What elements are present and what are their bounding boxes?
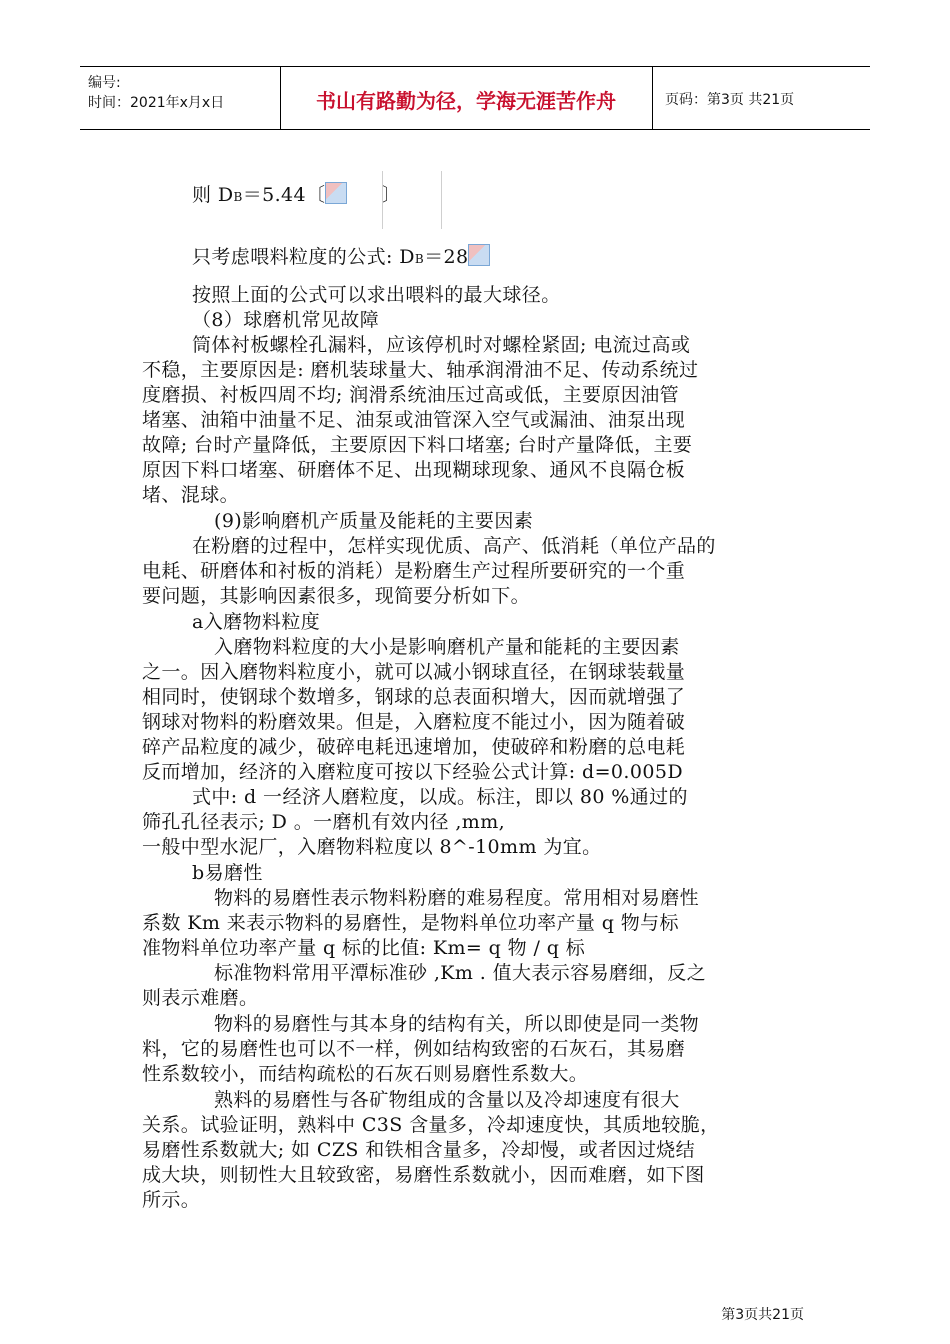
text-line: 则表示难磨。 bbox=[142, 987, 259, 1009]
text-line: 电耗、研磨体和衬板的消耗）是粉磨生产过程所要研究的一个重 bbox=[142, 560, 686, 582]
text-line: 度磨损、衬板四周不均; 润滑系统油压过高或低，主要原因油管 bbox=[142, 384, 680, 406]
document-number-label: 编号: bbox=[88, 75, 121, 91]
section-heading: (9)影响磨机产质量及能耗的主要因素 bbox=[214, 510, 534, 532]
formula-db-line: 则 DB＝5.44〔 〕 bbox=[192, 180, 401, 207]
text-line: 式中: d 一经济人磨粒度，以成。标注，即以 80 %通过的 bbox=[192, 786, 688, 808]
formula-feed-size-line: 只考虑喂料粒度的公式: DB＝28 bbox=[192, 242, 490, 269]
page-footer: 第3页共21页 bbox=[721, 1307, 804, 1323]
text-line: 准物料单位功率产量 q 标的比值: Km= q 物 / q 标 bbox=[142, 937, 586, 959]
formula-frame bbox=[382, 171, 442, 229]
text-line: 按照上面的公式可以求出喂料的最大球径。 bbox=[192, 284, 561, 306]
text-line: 不稳，主要原因是: 磨机装球量大、轴承润滑油不足、传动系统过 bbox=[142, 359, 699, 381]
text-line: 在粉磨的过程中，怎样实现优质、高产、低消耗（单位产品的 bbox=[192, 535, 716, 557]
text-line: 入磨物料粒度的大小是影响磨机产量和能耗的主要因素 bbox=[214, 636, 680, 658]
document-date: 时间：2021年x月x日 bbox=[88, 95, 225, 111]
section-heading: （8）球磨机常见故障 bbox=[192, 309, 380, 331]
header-left-block bbox=[88, 73, 224, 113]
text-line: 堵塞、油箱中油量不足、油泵或油管深入空气或漏油、油泵出现 bbox=[142, 409, 686, 431]
text-line: 性系数较小，而结构疏松的石灰石则易磨性系数大。 bbox=[142, 1063, 589, 1085]
subsection-heading: a入磨物料粒度 bbox=[192, 611, 321, 633]
text-line: 标准物料常用平潭标准砂 ,Km . 值大表示容易磨细，反之 bbox=[214, 962, 707, 984]
text-line: 熟料的易磨性与各矿物组成的含量以及冷却速度有很大 bbox=[214, 1089, 680, 1111]
header-divider bbox=[652, 67, 653, 129]
text-line: 反而增加，经济的入磨粒度可按以下经验公式计算: d=0.005D bbox=[142, 761, 683, 783]
header-page-info: 页码：第3页 共21页 bbox=[665, 92, 795, 108]
text-line: 相同时，使钢球个数增多，钢球的总表面积增大，因而就增强了 bbox=[142, 686, 686, 708]
text-line: 成大块，则韧性大且较致密，易磨性系数就小，因而难磨，如下图 bbox=[142, 1164, 705, 1186]
text-line: 钢球对物料的粉磨效果。但是，入磨粒度不能过小，因为随着破 bbox=[142, 711, 686, 733]
header-motto: 书山有路勤为径，学海无涯苦作舟 bbox=[316, 89, 616, 113]
text-line: 筒体衬板螺栓孔漏料，应该停机时对螺栓紧固; 电流过高或 bbox=[192, 334, 691, 356]
text-line: 碎产品粒度的减少，破碎电耗迅速增加，使破碎和粉磨的总电耗 bbox=[142, 736, 686, 758]
text-line: 系数 Km 来表示物料的易磨性，是物料单位功率产量 q 物与标 bbox=[142, 912, 679, 934]
text-line: 所示。 bbox=[142, 1189, 201, 1211]
text-line: 故障; 台时产量降低，主要原因下料口堵塞; 台时产量降低，主要 bbox=[142, 434, 693, 456]
text-line: 筛孔孔径表示; D 。一磨机有效内径 ,mm, bbox=[142, 811, 506, 833]
text-line: 关系。试验证明，熟料中 C3S 含量多，冷却速度快，其质地较脆， bbox=[142, 1114, 720, 1136]
text-line: 要问题，其影响因素很多，现简要分析如下。 bbox=[142, 585, 531, 607]
text-line: 堵、混球。 bbox=[142, 484, 240, 506]
text-line: 原因下料口堵塞、研磨体不足、出现糊球现象、通风不良隔仓板 bbox=[142, 459, 686, 481]
text-line: 物料的易磨性与其本身的结构有关，所以即使是同一类物 bbox=[214, 1013, 700, 1035]
formula-image-icon bbox=[468, 244, 490, 266]
text-line: 一般中型水泥厂，入磨物料粒度以 8^-10mm 为宜。 bbox=[142, 836, 602, 858]
page-header bbox=[80, 66, 870, 130]
text-line: 易磨性系数就大; 如 CZS 和铁相含量多，冷却慢，或者因过烧结 bbox=[142, 1139, 696, 1161]
subsection-heading: b易磨性 bbox=[192, 862, 263, 884]
text-line: 之一。因入磨物料粒度小，就可以减小钢球直径，在钢球装载量 bbox=[142, 661, 686, 683]
text-line: 料，它的易磨性也可以不一样，例如结构致密的石灰石，其易磨 bbox=[142, 1038, 686, 1060]
text-line: 物料的易磨性表示物料粉磨的难易程度。常用相对易磨性 bbox=[214, 887, 700, 909]
formula-image-icon bbox=[325, 182, 347, 204]
